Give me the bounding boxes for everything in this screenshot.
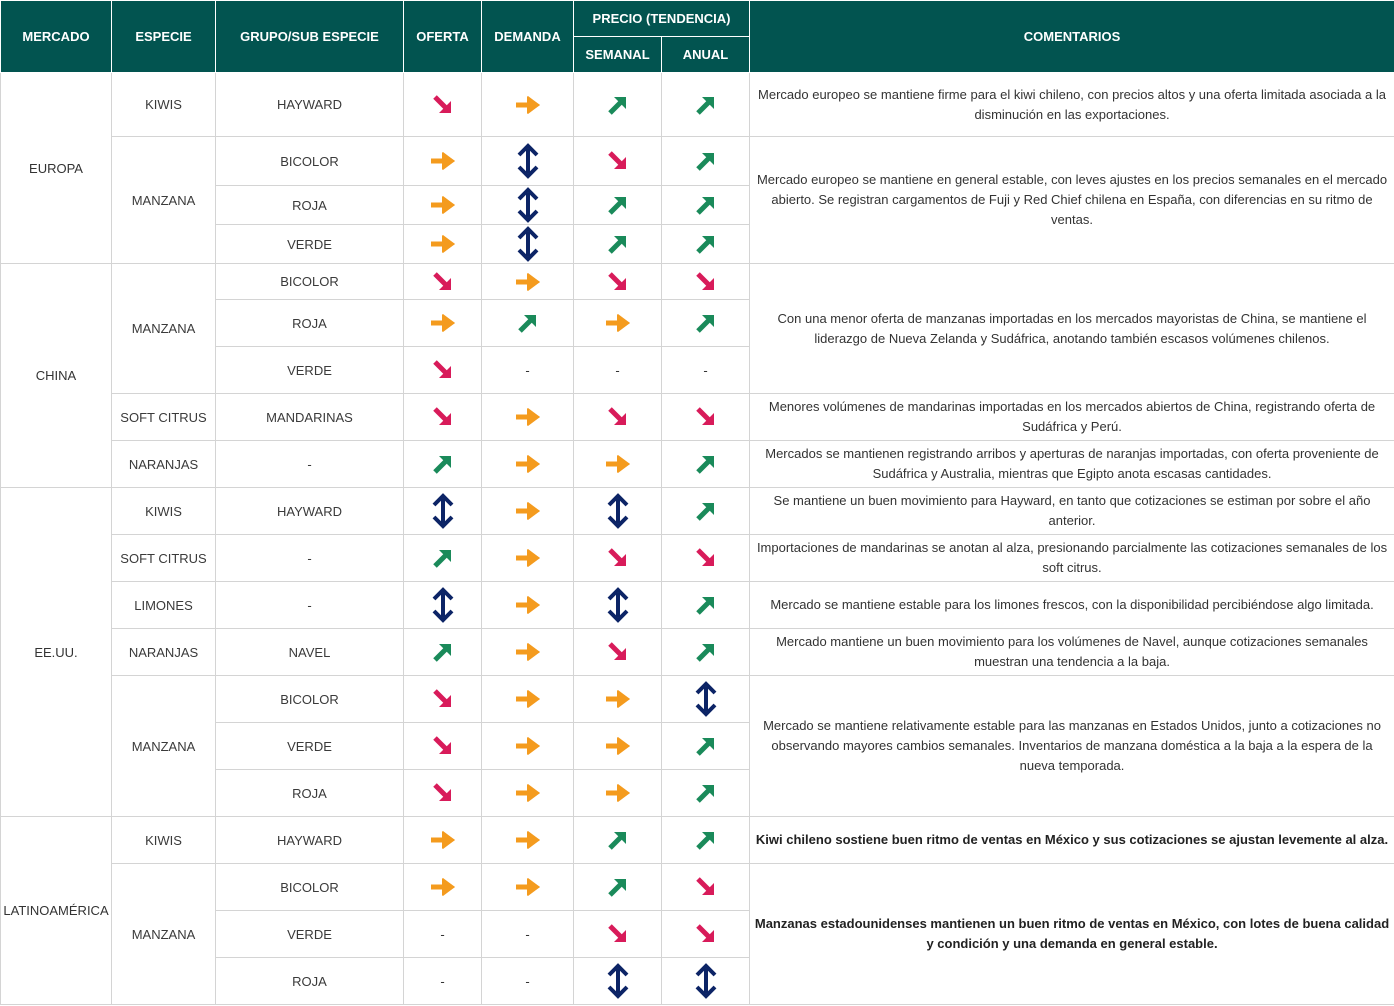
- trend-down-arrow-icon: [664, 874, 747, 900]
- trend-stable-arrow-icon: [406, 232, 479, 256]
- trend-down-arrow-icon: [406, 92, 479, 118]
- header-mercado: MERCADO: [1, 1, 112, 73]
- trend-down-arrow-icon: [406, 269, 479, 295]
- trend-stable-arrow-icon: [406, 311, 479, 335]
- demanda-cell: [482, 958, 574, 1005]
- trend-up-arrow-icon: [484, 310, 571, 336]
- semanal-cell: [574, 225, 662, 264]
- group-cell: ROJA: [216, 958, 404, 1005]
- anual-cell: [662, 73, 750, 137]
- group-cell: -: [216, 535, 404, 582]
- trend-variable-arrow-icon: [406, 493, 479, 529]
- header-especie: ESPECIE: [112, 1, 216, 73]
- trend-up-arrow-icon: [576, 192, 659, 218]
- semanal-cell: [574, 958, 662, 1005]
- species-cell: LIMONES: [112, 582, 216, 629]
- demanda-cell: [482, 582, 574, 629]
- anual-cell: [662, 347, 750, 394]
- trend-variable-arrow-icon: [484, 226, 571, 262]
- trend-up-arrow-icon: [576, 92, 659, 118]
- oferta-cell: [404, 817, 482, 864]
- semanal-cell: [574, 535, 662, 582]
- market-cell: EUROPA: [1, 73, 112, 264]
- table-row: [1, 676, 1394, 723]
- group-cell: VERDE: [216, 347, 404, 394]
- no-data-dash: -: [525, 362, 530, 378]
- anual-cell: [662, 394, 750, 441]
- table-row: [1, 817, 1394, 864]
- demanda-cell: [482, 535, 574, 582]
- semanal-cell: [574, 300, 662, 347]
- demanda-cell: [482, 186, 574, 225]
- trend-stable-arrow-icon: [484, 270, 571, 294]
- comment-cell: Mercado se mantiene relativamente estable para las manzanas en Estados Unidos, junto a cotizaciones no observando mayores cambios semanales. Inventarios de manzana doméstica a la baja a la espera de la nueva temporada.: [750, 676, 1394, 817]
- trend-variable-arrow-icon: [664, 963, 747, 999]
- trend-down-arrow-icon: [576, 148, 659, 174]
- trend-stable-arrow-icon: [484, 734, 571, 758]
- group-cell: ROJA: [216, 770, 404, 817]
- semanal-cell: [574, 264, 662, 300]
- trend-down-arrow-icon: [664, 404, 747, 430]
- demanda-cell: [482, 864, 574, 911]
- trend-up-arrow-icon: [664, 92, 747, 118]
- trend-stable-arrow-icon: [484, 781, 571, 805]
- no-data-dash: -: [525, 926, 530, 942]
- table-row: [1, 629, 1394, 676]
- trend-stable-arrow-icon: [406, 828, 479, 852]
- semanal-cell: [574, 137, 662, 186]
- oferta-cell: [404, 225, 482, 264]
- comment-cell: Con una menor oferta de manzanas importadas en los mercados mayoristas de China, se mantiene el liderazgo de Nueva Zelanda y Sudáfrica, anotando también escasos volúmenes chilenos.: [750, 264, 1394, 394]
- demanda-cell: [482, 441, 574, 488]
- anual-cell: [662, 441, 750, 488]
- group-cell: MANDARINAS: [216, 394, 404, 441]
- demanda-cell: [482, 723, 574, 770]
- trend-down-arrow-icon: [406, 686, 479, 712]
- trend-stable-arrow-icon: [406, 149, 479, 173]
- trend-stable-arrow-icon: [576, 734, 659, 758]
- anual-cell: [662, 911, 750, 958]
- trend-up-arrow-icon: [664, 827, 747, 853]
- semanal-cell: [574, 864, 662, 911]
- comment-cell: Se mantiene un buen movimiento para Hayward, en tanto que cotizaciones se estiman por sobre el año anterior.: [750, 488, 1394, 535]
- no-data-dash: -: [440, 973, 445, 989]
- anual-cell: [662, 225, 750, 264]
- trend-variable-arrow-icon: [576, 493, 659, 529]
- oferta-cell: [404, 488, 482, 535]
- comment-cell: Importaciones de mandarinas se anotan al alza, presionando parcialmente las cotizaciones semanales de los soft citrus.: [750, 535, 1394, 582]
- anual-cell: [662, 676, 750, 723]
- group-cell: BICOLOR: [216, 264, 404, 300]
- trend-stable-arrow-icon: [406, 193, 479, 217]
- species-cell: KIWIS: [112, 73, 216, 137]
- trend-stable-arrow-icon: [576, 311, 659, 335]
- oferta-cell: [404, 441, 482, 488]
- oferta-cell: [404, 394, 482, 441]
- trend-variable-arrow-icon: [484, 143, 571, 179]
- semanal-cell: [574, 441, 662, 488]
- trend-up-arrow-icon: [576, 827, 659, 853]
- semanal-cell: [574, 73, 662, 137]
- trend-stable-arrow-icon: [484, 875, 571, 899]
- demanda-cell: [482, 676, 574, 723]
- no-data-dash: -: [440, 926, 445, 942]
- oferta-cell: [404, 864, 482, 911]
- trend-down-arrow-icon: [664, 921, 747, 947]
- anual-cell: [662, 264, 750, 300]
- header-comentarios: COMENTARIOS: [750, 1, 1394, 73]
- trend-variable-arrow-icon: [484, 187, 571, 223]
- trend-stable-arrow-icon: [576, 452, 659, 476]
- trend-down-arrow-icon: [406, 733, 479, 759]
- trend-stable-arrow-icon: [484, 546, 571, 570]
- oferta-cell: [404, 770, 482, 817]
- semanal-cell: [574, 770, 662, 817]
- species-cell: NARANJAS: [112, 629, 216, 676]
- comment-cell: Mercados se mantienen registrando arribos y aperturas de naranjas importadas, con oferta proveniente de Sudáfrica y Australia, mientras que Egipto anota escasas cantidades.: [750, 441, 1394, 488]
- no-data-dash: -: [525, 973, 530, 989]
- comment-cell: Menores volúmenes de mandarinas importadas en los mercados abiertos de China, registrando oferta de Sudáfrica y Perú.: [750, 394, 1394, 441]
- anual-cell: [662, 488, 750, 535]
- group-cell: HAYWARD: [216, 488, 404, 535]
- semanal-cell: [574, 676, 662, 723]
- trend-down-arrow-icon: [664, 545, 747, 571]
- species-cell: KIWIS: [112, 488, 216, 535]
- species-cell: NARANJAS: [112, 441, 216, 488]
- trend-down-arrow-icon: [576, 545, 659, 571]
- oferta-cell: [404, 723, 482, 770]
- comment-cell: Manzanas estadounidenses mantienen un buen ritmo de ventas en México, con lotes de buena calidad y condición y una demanda en general estable.: [750, 864, 1394, 1005]
- oferta-cell: [404, 911, 482, 958]
- group-cell: -: [216, 582, 404, 629]
- group-cell: BICOLOR: [216, 864, 404, 911]
- group-cell: VERDE: [216, 723, 404, 770]
- anual-cell: [662, 864, 750, 911]
- trend-down-arrow-icon: [576, 404, 659, 430]
- demanda-cell: [482, 770, 574, 817]
- oferta-cell: [404, 347, 482, 394]
- trend-up-arrow-icon: [664, 231, 747, 257]
- semanal-cell: [574, 582, 662, 629]
- trend-stable-arrow-icon: [484, 640, 571, 664]
- trend-down-arrow-icon: [406, 357, 479, 383]
- anual-cell: [662, 958, 750, 1005]
- trend-down-arrow-icon: [576, 921, 659, 947]
- group-cell: ROJA: [216, 186, 404, 225]
- trend-stable-arrow-icon: [484, 452, 571, 476]
- oferta-cell: [404, 300, 482, 347]
- demanda-cell: [482, 225, 574, 264]
- oferta-cell: [404, 629, 482, 676]
- anual-cell: [662, 300, 750, 347]
- market-cell: EE.UU.: [1, 488, 112, 817]
- table-row: [1, 394, 1394, 441]
- demanda-cell: [482, 73, 574, 137]
- trend-variable-arrow-icon: [664, 681, 747, 717]
- group-cell: VERDE: [216, 911, 404, 958]
- demanda-cell: [482, 394, 574, 441]
- group-cell: -: [216, 441, 404, 488]
- trend-stable-arrow-icon: [484, 499, 571, 523]
- trend-variable-arrow-icon: [576, 963, 659, 999]
- oferta-cell: [404, 137, 482, 186]
- table-row: [1, 441, 1394, 488]
- semanal-cell: [574, 817, 662, 864]
- trend-up-arrow-icon: [664, 451, 747, 477]
- trend-up-arrow-icon: [664, 639, 747, 665]
- anual-cell: [662, 629, 750, 676]
- species-cell: MANZANA: [112, 676, 216, 817]
- header-semanal: SEMANAL: [574, 37, 662, 73]
- trend-up-arrow-icon: [664, 498, 747, 524]
- anual-cell: [662, 582, 750, 629]
- market-cell: LATINOAMÉRICA: [1, 817, 112, 1005]
- oferta-cell: [404, 73, 482, 137]
- trend-stable-arrow-icon: [576, 687, 659, 711]
- comment-cell: Mercado mantiene un buen movimiento para los volúmenes de Navel, aunque cotizaciones semanales muestran una tendencia a la baja.: [750, 629, 1394, 676]
- table-row: [1, 137, 1394, 186]
- market-cell: CHINA: [1, 264, 112, 488]
- trend-up-arrow-icon: [664, 733, 747, 759]
- demanda-cell: [482, 911, 574, 958]
- trend-variable-arrow-icon: [576, 587, 659, 623]
- group-cell: NAVEL: [216, 629, 404, 676]
- trend-stable-arrow-icon: [406, 875, 479, 899]
- comment-cell: Mercado europeo se mantiene firme para el kiwi chileno, con precios altos y una oferta limitada asociada a la disminución en las exportaciones.: [750, 73, 1394, 137]
- demanda-cell: [482, 264, 574, 300]
- semanal-cell: [574, 186, 662, 225]
- species-cell: KIWIS: [112, 817, 216, 864]
- group-cell: BICOLOR: [216, 137, 404, 186]
- anual-cell: [662, 723, 750, 770]
- table-row: [1, 582, 1394, 629]
- anual-cell: [662, 137, 750, 186]
- trend-up-arrow-icon: [664, 192, 747, 218]
- header-grupo: GRUPO/SUB ESPECIE: [216, 1, 404, 73]
- demanda-cell: [482, 300, 574, 347]
- trend-up-arrow-icon: [576, 231, 659, 257]
- trend-stable-arrow-icon: [576, 781, 659, 805]
- group-cell: VERDE: [216, 225, 404, 264]
- comment-cell: Mercado se mantiene estable para los limones frescos, con la disponibilidad percibiéndose algo limitada.: [750, 582, 1394, 629]
- species-cell: SOFT CITRUS: [112, 535, 216, 582]
- oferta-cell: [404, 535, 482, 582]
- demanda-cell: [482, 137, 574, 186]
- group-cell: HAYWARD: [216, 817, 404, 864]
- trend-up-arrow-icon: [664, 592, 747, 618]
- demanda-cell: [482, 488, 574, 535]
- trend-up-arrow-icon: [406, 545, 479, 571]
- header-precio: PRECIO (TENDENCIA): [574, 1, 750, 37]
- table-row: [1, 864, 1394, 911]
- trend-up-arrow-icon: [664, 148, 747, 174]
- comment-cell: Mercado europeo se mantiene en general estable, con leves ajustes en los precios semanales en el mercado abierto. Se registran cargamentos de Fuji y Red Chief chilena en España, con diferencias en su ritmo de ventas.: [750, 137, 1394, 264]
- trend-up-arrow-icon: [664, 780, 747, 806]
- trend-stable-arrow-icon: [484, 687, 571, 711]
- oferta-cell: [404, 582, 482, 629]
- semanal-cell: [574, 488, 662, 535]
- header-oferta: OFERTA: [404, 1, 482, 73]
- anual-cell: [662, 817, 750, 864]
- species-cell: MANZANA: [112, 264, 216, 394]
- table-row: [1, 264, 1394, 300]
- semanal-cell: [574, 394, 662, 441]
- demanda-cell: [482, 629, 574, 676]
- trend-stable-arrow-icon: [484, 405, 571, 429]
- species-cell: SOFT CITRUS: [112, 394, 216, 441]
- comment-cell: Kiwi chileno sostiene buen ritmo de ventas en México y sus cotizaciones se ajustan levemente al alza.: [750, 817, 1394, 864]
- no-data-dash: -: [703, 362, 708, 378]
- no-data-dash: -: [615, 362, 620, 378]
- species-cell: MANZANA: [112, 864, 216, 1005]
- table-row: [1, 535, 1394, 582]
- semanal-cell: [574, 347, 662, 394]
- trend-variable-arrow-icon: [406, 587, 479, 623]
- oferta-cell: [404, 186, 482, 225]
- table-row: [1, 73, 1394, 137]
- trend-stable-arrow-icon: [484, 593, 571, 617]
- trend-down-arrow-icon: [576, 269, 659, 295]
- anual-cell: [662, 770, 750, 817]
- trend-up-arrow-icon: [664, 310, 747, 336]
- demanda-cell: [482, 817, 574, 864]
- semanal-cell: [574, 723, 662, 770]
- header-demanda: DEMANDA: [482, 1, 574, 73]
- trend-down-arrow-icon: [406, 780, 479, 806]
- trend-down-arrow-icon: [406, 404, 479, 430]
- species-cell: MANZANA: [112, 137, 216, 264]
- anual-cell: [662, 535, 750, 582]
- group-cell: ROJA: [216, 300, 404, 347]
- oferta-cell: [404, 676, 482, 723]
- anual-cell: [662, 186, 750, 225]
- trend-down-arrow-icon: [576, 639, 659, 665]
- header-anual: ANUAL: [662, 37, 750, 73]
- demanda-cell: [482, 347, 574, 394]
- semanal-cell: [574, 911, 662, 958]
- trend-up-arrow-icon: [406, 451, 479, 477]
- semanal-cell: [574, 629, 662, 676]
- trend-down-arrow-icon: [664, 269, 747, 295]
- trend-up-arrow-icon: [576, 874, 659, 900]
- trend-stable-arrow-icon: [484, 93, 571, 117]
- group-cell: BICOLOR: [216, 676, 404, 723]
- oferta-cell: [404, 958, 482, 1005]
- group-cell: HAYWARD: [216, 73, 404, 137]
- oferta-cell: [404, 264, 482, 300]
- table-row: [1, 488, 1394, 535]
- trend-stable-arrow-icon: [484, 828, 571, 852]
- trend-up-arrow-icon: [406, 639, 479, 665]
